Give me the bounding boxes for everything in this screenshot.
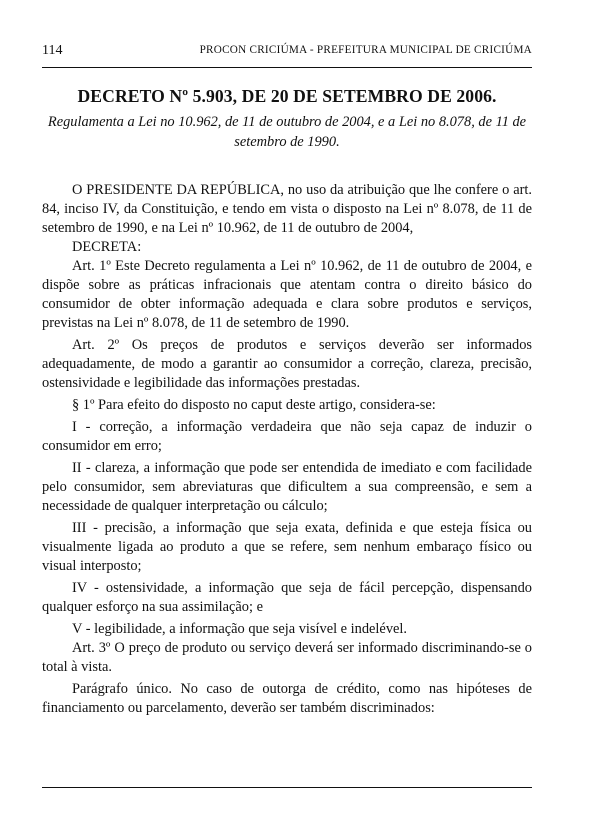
item-iv-paragraph: IV - ostensividade, a informação que seja de fácil percepção, dispensando qualquer esforço na sua assimilação; e bbox=[42, 580, 532, 615]
article-1-paragraph: Art. 1º Este Decreto regulamenta a Lei nº 10.962, de 11 de outubro de 2004, e dispõe sobre as práticas infracionais que atentam contra o direito básico do consumidor de obter informação adequada e clara sobre produtos e serviços, previstas na Lei nº 8.078, de 11 de setembro de 1990. bbox=[42, 258, 532, 331]
sole-paragraph: Parágrafo único. No caso de outorga de crédito, como nas hipóteses de financiamento ou parcelamento, deverão ser também discriminados: bbox=[42, 681, 532, 716]
decree-body bbox=[42, 181, 532, 718]
decree-subtitle: Regulamenta a Lei no 10.962, de 11 de outubro de 2004, e a Lei no 8.078, de 11 de setembro de 1990. bbox=[47, 114, 527, 150]
article-3-paragraph: Art. 3º O preço de produto ou serviço deverá ser informado discriminando-se o total à vista. bbox=[42, 640, 532, 675]
running-head: PROCON CRICIÚMA - PREFEITURA MUNICIPAL DE CRICIÚMA bbox=[199, 44, 532, 56]
decree-title: DECRETO Nº 5.903, DE 20 DE SETEMBRO DE 2006. bbox=[77, 86, 497, 106]
item-i-paragraph: I - correção, a informação verdadeira que não seja capaz de induzir o consumidor em erro; bbox=[42, 419, 532, 454]
decreta-paragraph: DECRETA: bbox=[72, 239, 142, 255]
section-1-paragraph: § 1º Para efeito do disposto no caput deste artigo, considera-se: bbox=[72, 397, 436, 413]
page-header bbox=[42, 41, 532, 68]
preamble-paragraph: O PRESIDENTE DA REPÚBLICA, no uso da atribuição que lhe confere o art. 84, inciso IV, da Constituição, e tendo em vista o disposto na Lei nº 8.078, de 11 de setembro de 1990, e na Lei nº 10.962, de 11 de outubro de 2004, bbox=[42, 182, 532, 236]
item-iii-paragraph: III - precisão, a informação que seja exata, definida e que esteja física ou visualmente ligada ao produto a que se refere, sem nenhum embaraço físico ou visual interposto; bbox=[42, 520, 532, 574]
item-ii-paragraph: II - clareza, a informação que pode ser entendida de imediato e com facilidade pelo consumidor, sem abreviaturas que dificultem a sua compreensão, e sem a necessidade de qualquer interpretação ou cálculo; bbox=[42, 460, 532, 514]
article-2-paragraph: Art. 2º Os preços de produtos e serviços deverão ser informados adequadamente, de modo a garantir ao consumidor a correção, clareza, precisão, ostensividade e legibilidade das informações prestadas. bbox=[42, 337, 532, 391]
bottom-rule bbox=[42, 787, 532, 788]
page-number: 114 bbox=[42, 43, 63, 58]
item-v-paragraph: V - legibilidade, a informação que seja visível e indelével. bbox=[72, 621, 407, 637]
